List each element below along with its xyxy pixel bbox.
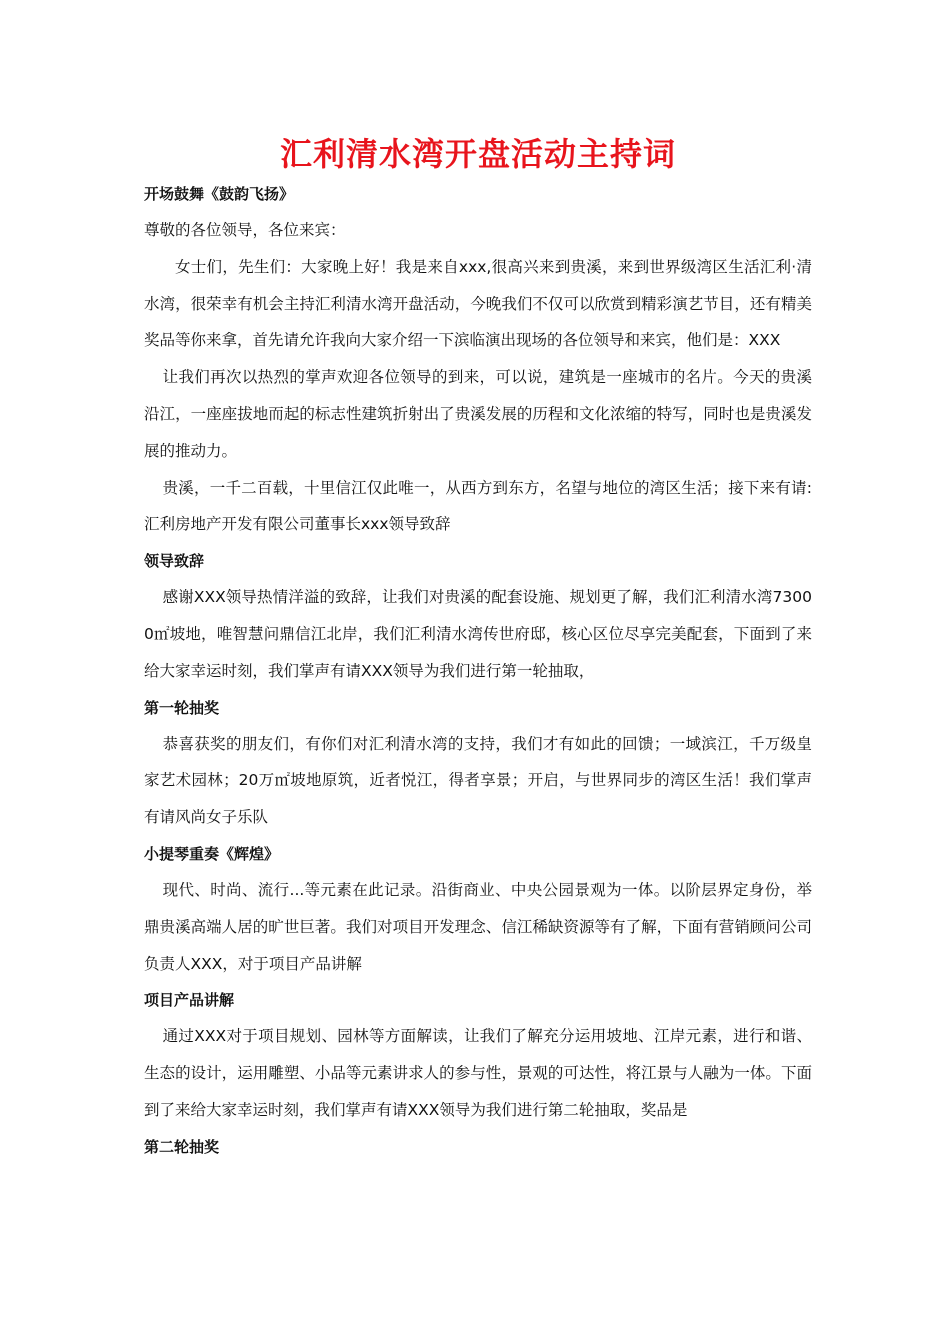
modern-paragraph: 现代、时尚、流行...等元素在此记录。沿街商业、中央公园景观为一体。以阶层界定身份，举鼎贵溪高端人居的旷世巨著。我们对项目开发理念、信江稀缺资源等有了解，下面有营销顾问公司负责人XXX，对于项目产品讲解: [144, 880, 812, 973]
section-heading-second-draw: 第二轮抽奖: [144, 1137, 220, 1156]
guixi-paragraph: 贵溪，一千二百载，十里信江仅此唯一，从西方到东方，名望与地位的湾区生活；接下来有请:汇利房地产开发有限公司董事长xxx领导致辞: [144, 478, 812, 534]
document-page: [144, 128, 812, 1165]
page-title: 汇利清水湾开盘活动主持词: [279, 135, 676, 173]
section-heading-product: 项目产品讲解: [144, 991, 235, 1010]
section-heading-first-draw: 第一轮抽奖: [144, 698, 220, 717]
greeting-paragraph: 尊敬的各位领导，各位来宾：: [144, 221, 346, 239]
section-heading-violin: 小提琴重奏《辉煌》: [144, 844, 280, 863]
section-heading-opening-drum: 开场鼓舞《鼓韵飞扬》: [144, 185, 295, 203]
section-heading-leader-speech: 领导致辞: [144, 552, 205, 571]
title-wrap: [144, 132, 812, 176]
thanks-paragraph: 感谢XXX领导热情洋溢的致辞，让我们对贵溪的配套设施、规划更了解，我们汇利清水湾73000㎡坡地，唯智慧问鼎信江北岸，我们汇利清水湾传世府邸，核心区位尽享完美配套，下面到了来给大家幸运时刻，我们掌声有请XXX领导为我们进行第一轮抽取，: [144, 588, 812, 680]
congrats-paragraph: 恭喜获奖的朋友们，有你们对汇利清水湾的支持，我们才有如此的回馈；一域滨江，千万级皇家艺术园林；20万㎡坡地原筑，近者悦江，得者享景；开启，与世界同步的湾区生活！我们掌声有请风尚女子乐队: [144, 734, 812, 827]
intro-paragraph: 女士们，先生们：大家晚上好！我是来自xxx,很高兴来到贵溪，来到世界级湾区生活汇利·清水湾，很荣幸有机会主持汇利清水湾开盘活动，今晚我们不仅可以欣赏到精彩演艺节目，还有精美奖品等你来拿，首先请允许我向大家介绍一下滨临演出现场的各位领导和来宾，他们是：XXX: [144, 257, 812, 350]
welcome-paragraph: 让我们再次以热烈的掌声欢迎各位领导的到来，可以说，建筑是一座城市的名片。今天的贵溪沿江，一座座拔地而起的标志性建筑折射出了贵溪发展的历程和文化浓缩的特写，同时也是贵溪发展的推动力。: [144, 368, 812, 460]
product-paragraph: 通过XXX对于项目规划、园林等方面解读，让我们了解充分运用坡地、江岸元素，进行和谐、生态的设计，运用雕塑、小品等元素讲求人的参与性，景观的可达性，将江景与人融为一体。下面到了来给大家幸运时刻，我们掌声有请XXX领导为我们进行第二轮抽取，奖品是: [144, 1027, 812, 1119]
